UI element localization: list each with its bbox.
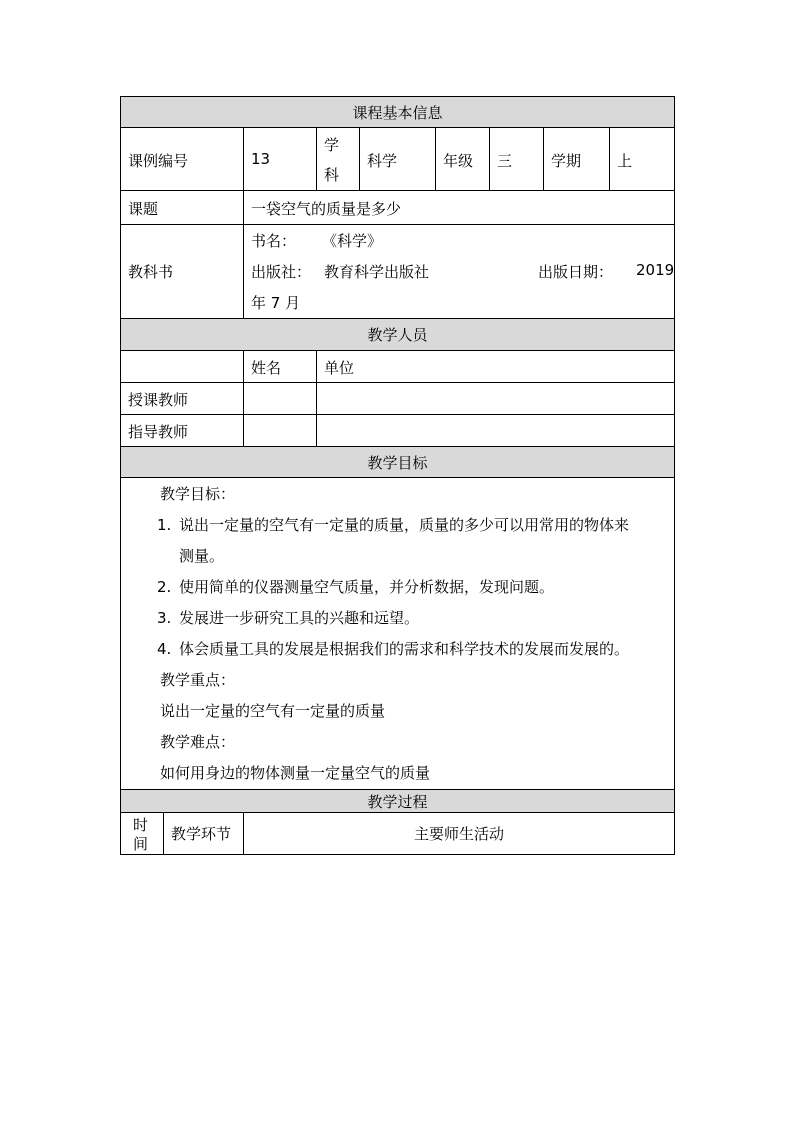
objective-2-number: 2. — [157, 578, 172, 596]
objective-3-number: 3. — [157, 609, 172, 627]
difficulty-label: 教学难点： — [160, 733, 236, 751]
subject-value: 科学 — [367, 152, 398, 170]
section-header-staff — [120, 319, 675, 351]
key-point-text: 说出一定量的空气有一定量的质量 — [160, 702, 386, 720]
section-title-process: 教学过程 — [367, 792, 428, 811]
subject-label-cell — [317, 128, 360, 190]
section-header-basic-info — [120, 96, 675, 128]
mentor-unit-cell — [317, 415, 674, 446]
pub-date-label: 出版日期： — [538, 263, 614, 281]
section-title-staff: 教学人员 — [367, 326, 428, 344]
pub-date-year: 2019 — [636, 261, 675, 279]
course-id-cell — [244, 128, 317, 190]
time-header-cell — [121, 813, 164, 854]
key-point-label: 教学重点： — [160, 671, 236, 689]
grade-label-cell — [436, 128, 490, 190]
topic-cell — [244, 191, 674, 224]
section-title-basic-info: 课程基本信息 — [352, 103, 443, 122]
objective-2-text: 使用简单的仪器测量空气质量，并分析数据，发现问题。 — [179, 578, 555, 596]
stage-header-cell — [164, 813, 244, 854]
subject-label-line2: 科 — [324, 166, 340, 184]
objective-1-text: 说出一定量的空气有一定量的质量，质量的多少可以用常用的物体来 — [179, 516, 630, 534]
pub-date-rest: 年 7 月 — [251, 294, 301, 312]
process-header-row — [120, 813, 675, 855]
objective-4-number: 4. — [157, 640, 172, 658]
textbook-cell — [244, 225, 674, 318]
lesson-plan-table — [120, 96, 675, 855]
staff-header-row — [120, 351, 675, 383]
objective-3-text: 发展进一步研究工具的兴趣和远望。 — [179, 609, 420, 627]
topic-row — [120, 191, 675, 225]
objectives-title: 教学目标： — [160, 485, 236, 503]
section-header-process — [120, 790, 675, 813]
objective-1-text-cont: 测量。 — [179, 547, 225, 565]
objective-1-number: 1. — [157, 516, 172, 534]
textbook-row — [120, 225, 675, 319]
teacher-row — [120, 383, 675, 415]
objective-4-text: 体会质量工具的发展是根据我们的需求和科学技术的发展而发展的。 — [179, 640, 630, 658]
mentor-row — [120, 415, 675, 447]
teacher-label-cell — [121, 383, 244, 414]
course-info-row — [120, 128, 675, 191]
time-header-line2: 间 — [133, 835, 149, 853]
course-id-value: 13 — [251, 150, 271, 168]
teacher-unit-cell — [317, 383, 674, 414]
grade-cell — [490, 128, 544, 190]
publisher-value: 教育科学出版社 — [324, 263, 430, 281]
course-id-label-cell — [121, 128, 244, 190]
staff-empty-cell — [121, 351, 244, 382]
staff-name-header-cell — [244, 351, 317, 382]
activity-header: 主要师生活动 — [413, 825, 504, 843]
term-value: 上 — [617, 152, 633, 170]
subject-label-line1: 学 — [324, 136, 340, 154]
term-cell — [610, 128, 674, 190]
publisher-label: 出版社： — [251, 263, 312, 281]
term-label-cell — [544, 128, 610, 190]
activity-header-cell — [244, 813, 674, 854]
textbook-label-cell — [121, 225, 244, 318]
staff-name-header: 姓名 — [251, 359, 282, 377]
mentor-name-cell — [244, 415, 317, 446]
teacher-label: 授课教师 — [128, 391, 189, 409]
book-name-value: 《科学》 — [322, 232, 383, 250]
book-name-label: 书名： — [251, 232, 297, 250]
stage-header: 教学环节 — [171, 825, 232, 843]
difficulty-text: 如何用身边的物体测量一定量空气的质量 — [160, 764, 431, 782]
objectives-block — [120, 478, 675, 790]
topic-value: 一袋空气的质量是多少 — [251, 200, 402, 218]
section-header-objectives — [120, 447, 675, 478]
term-label: 学期 — [551, 152, 582, 170]
textbook-label: 教科书 — [128, 263, 174, 281]
grade-label: 年级 — [443, 152, 474, 170]
teacher-name-cell — [244, 383, 317, 414]
grade-value: 三 — [497, 152, 513, 170]
section-title-objectives: 教学目标 — [367, 453, 428, 472]
staff-unit-header: 单位 — [324, 359, 355, 377]
mentor-label-cell — [121, 415, 244, 446]
topic-label: 课题 — [128, 200, 159, 218]
topic-label-cell — [121, 191, 244, 224]
staff-unit-header-cell — [317, 351, 674, 382]
course-id-label: 课例编号 — [128, 152, 189, 170]
subject-cell — [360, 128, 436, 190]
mentor-label: 指导教师 — [128, 423, 189, 441]
time-header-line1: 时 — [133, 816, 149, 834]
